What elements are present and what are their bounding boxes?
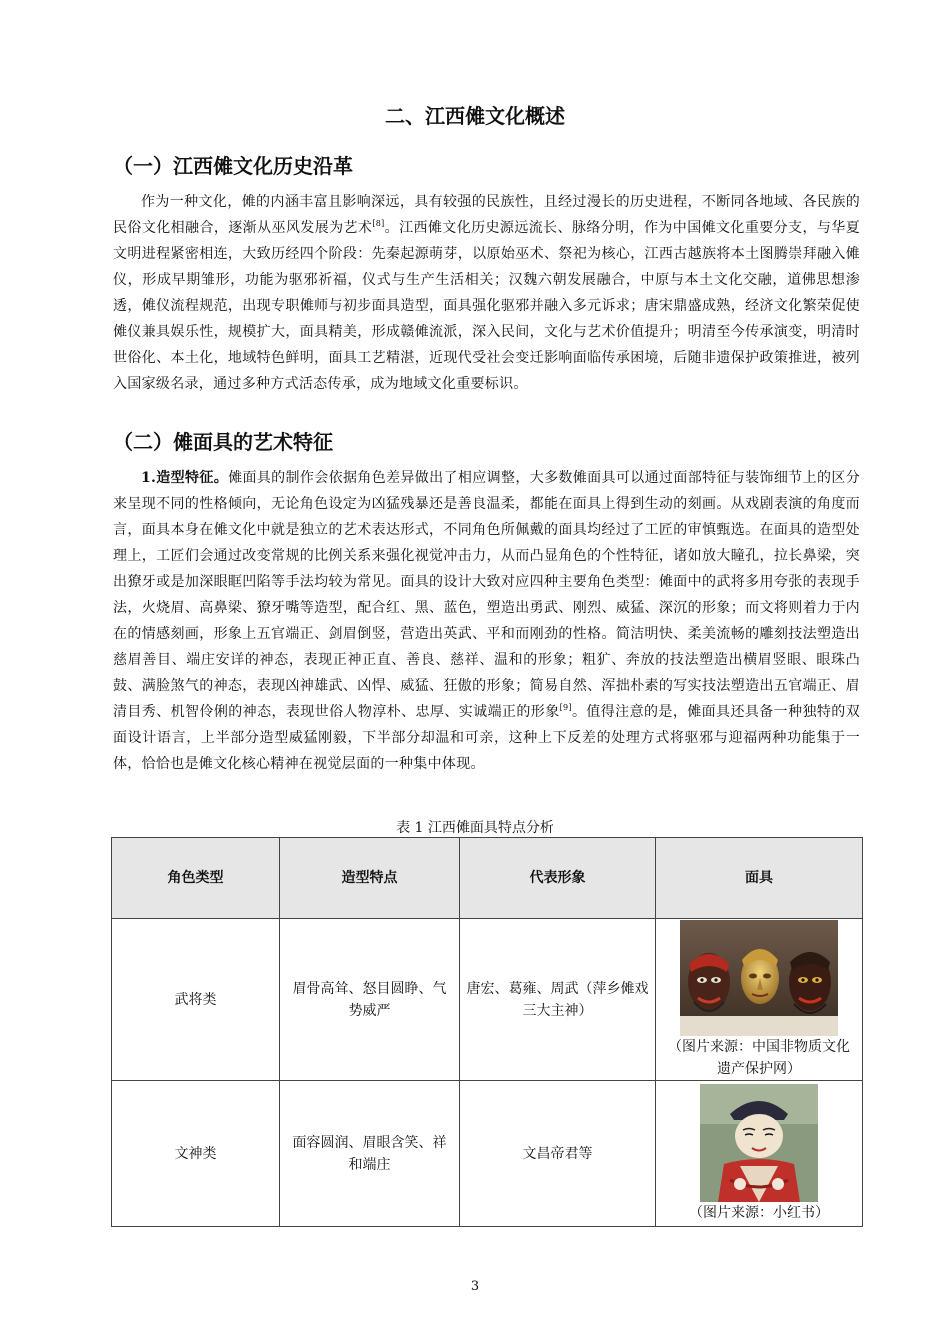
header-shape-features: 造型特点	[280, 838, 460, 919]
paragraph-history-text-b: 。江西傩文化历史源远流长、脉络分明，作为中国傩文化重要分支，与华夏文明进程紧密相连，大致历经四个阶段：先秦起源萌芽，以原始巫术、祭祀为核心，江西古越族将本土图腾崇拜融入傩仪，形成早期雏形，功能为驱邪祈福，仪式与生产生活相关；汉魏六朝发展融合，中原与本土文化交融，道佛思想渗透，傩仪流程规范，出现专职傩师与初步面具造型，面具强化驱邪并融入多元诉求；唐宋鼎盛成熟，经济文化繁荣促使傩仪兼具娱乐性，规模扩大，面具精美，形成赣傩流派，深入民间，文化与艺术价值提升；明清至今传承演变，明清时世俗化、本土化，地域特色鲜明，面具工艺精湛，近现代受社会变迁影响面临传承困境，后随非遗保护政策推进，被列入国家级名录，通过多种方式活态传承，成为地域文化重要标识。	[113, 220, 860, 392]
chapter-title: 二、江西傩文化概述	[385, 104, 565, 128]
table-row	[112, 919, 863, 1081]
cell-mask-image	[656, 919, 863, 1081]
paragraph-history-text-a: 作为一种文化，傩的内涵丰富且影响深远，具有较强的民族性，且经过漫长的历史进程，不断同各地域、各民族的民俗文化相融合，逐渐从巫风发展为艺术	[113, 194, 860, 236]
header-mask: 面具	[656, 838, 863, 919]
section-title-art-features: （二）傩面具的艺术特征	[113, 430, 333, 454]
citation-ref-9: [9]	[559, 703, 572, 712]
image-source-caption: （图片来源：中国非物质文化遗产保护网）	[668, 1039, 850, 1077]
cell-features: 眉骨高耸、怒目圆睁、气势威严	[280, 919, 460, 1081]
paragraph-shape-text-b: 。值得注意的是，傩面具还具备一种独特的双面设计语言，上半部分造型威猛刚毅，下半部分却温和可亲，这种上下反差的处理方式将驱邪与迎福两种功能集于一体，恰恰也是傩文化核心精神在视觉层面的一种集中体现。	[113, 704, 860, 772]
cell-features: 面容圆润、眉眼含笑、祥和端庄	[280, 1081, 460, 1227]
warrior-masks-photo	[680, 920, 838, 1036]
table-row	[112, 1081, 863, 1227]
civil-deity-mask-photo	[700, 1084, 818, 1202]
header-representative-figures: 代表形象	[460, 838, 656, 919]
cell-mask-image	[656, 1081, 863, 1227]
page-number: 3	[470, 1279, 480, 1294]
section-title-history: （一）江西傩文化历史沿革	[113, 154, 353, 178]
header-role-type: 角色类型	[112, 838, 280, 919]
cell-figures: 文昌帝君等	[460, 1081, 656, 1227]
cell-role: 文神类	[112, 1081, 280, 1227]
table-caption: 表 1 江西傩面具特点分析	[396, 820, 554, 836]
paragraph-shape-text-a: 傩面具的制作会依据角色差异做出了相应调整，大多数傩面具可以通过面部特征与装饰细节上的区分来呈现不同的性格倾向，无论角色设定为凶猛残暴还是善良温柔，都能在面具上得到生动的刻画。从戏剧表演的角度而言，面具本身在傩文化中就是独立的艺术表达形式，不同角色所佩戴的面具均经过了工匠的审慎甄选。在面具的造型处理上，工匠们会通过改变常规的比例关系来强化视觉冲击力，从而凸显角色的个性特征，诸如放大瞳孔，拉长鼻梁，突出獠牙或是加深眼眶凹陷等手法均较为常见。面具的设计大致对应四种主要角色类型：傩面中的武将多用夸张的表现手法，火烧眉、高鼻梁、獠牙嘴等造型，配合红、黑、蓝色，塑造出勇武、刚烈、威猛、深沉的形象；而文将则着力于内在的情感刻画，形象上五官端正、剑眉倒竖，营造出英武、平和而刚劲的性格。简洁明快、柔美流畅的雕刻技法塑造出慈眉善目、端庄安详的神态，表现正神正直、善良、慈祥、温和的形象；粗犷、奔放的技法塑造出横眉竖眼、眼珠凸鼓、满脸煞气的神态，表现凶神雄武、凶悍、威猛、狂傲的形象；简易自然、浑拙朴素的写实技法塑造出五官端正、眉清目秀、机智伶俐的神态，表现世俗人物淳朴、忠厚、实诚端正的形象	[113, 470, 860, 720]
cell-role: 武将类	[112, 919, 280, 1081]
mask-features-table	[111, 837, 863, 1227]
cell-figures: 唐宏、葛雍、周武（萍乡傩戏三大主神）	[460, 919, 656, 1081]
paragraph-history	[113, 189, 860, 397]
table-header-row	[112, 838, 863, 919]
image-source-caption: （图片来源：小红书）	[689, 1205, 829, 1221]
paragraph-shape-features	[113, 465, 860, 777]
paragraph-lead: 1.造型特征。	[141, 470, 229, 486]
citation-ref-8: [8]	[372, 219, 385, 228]
